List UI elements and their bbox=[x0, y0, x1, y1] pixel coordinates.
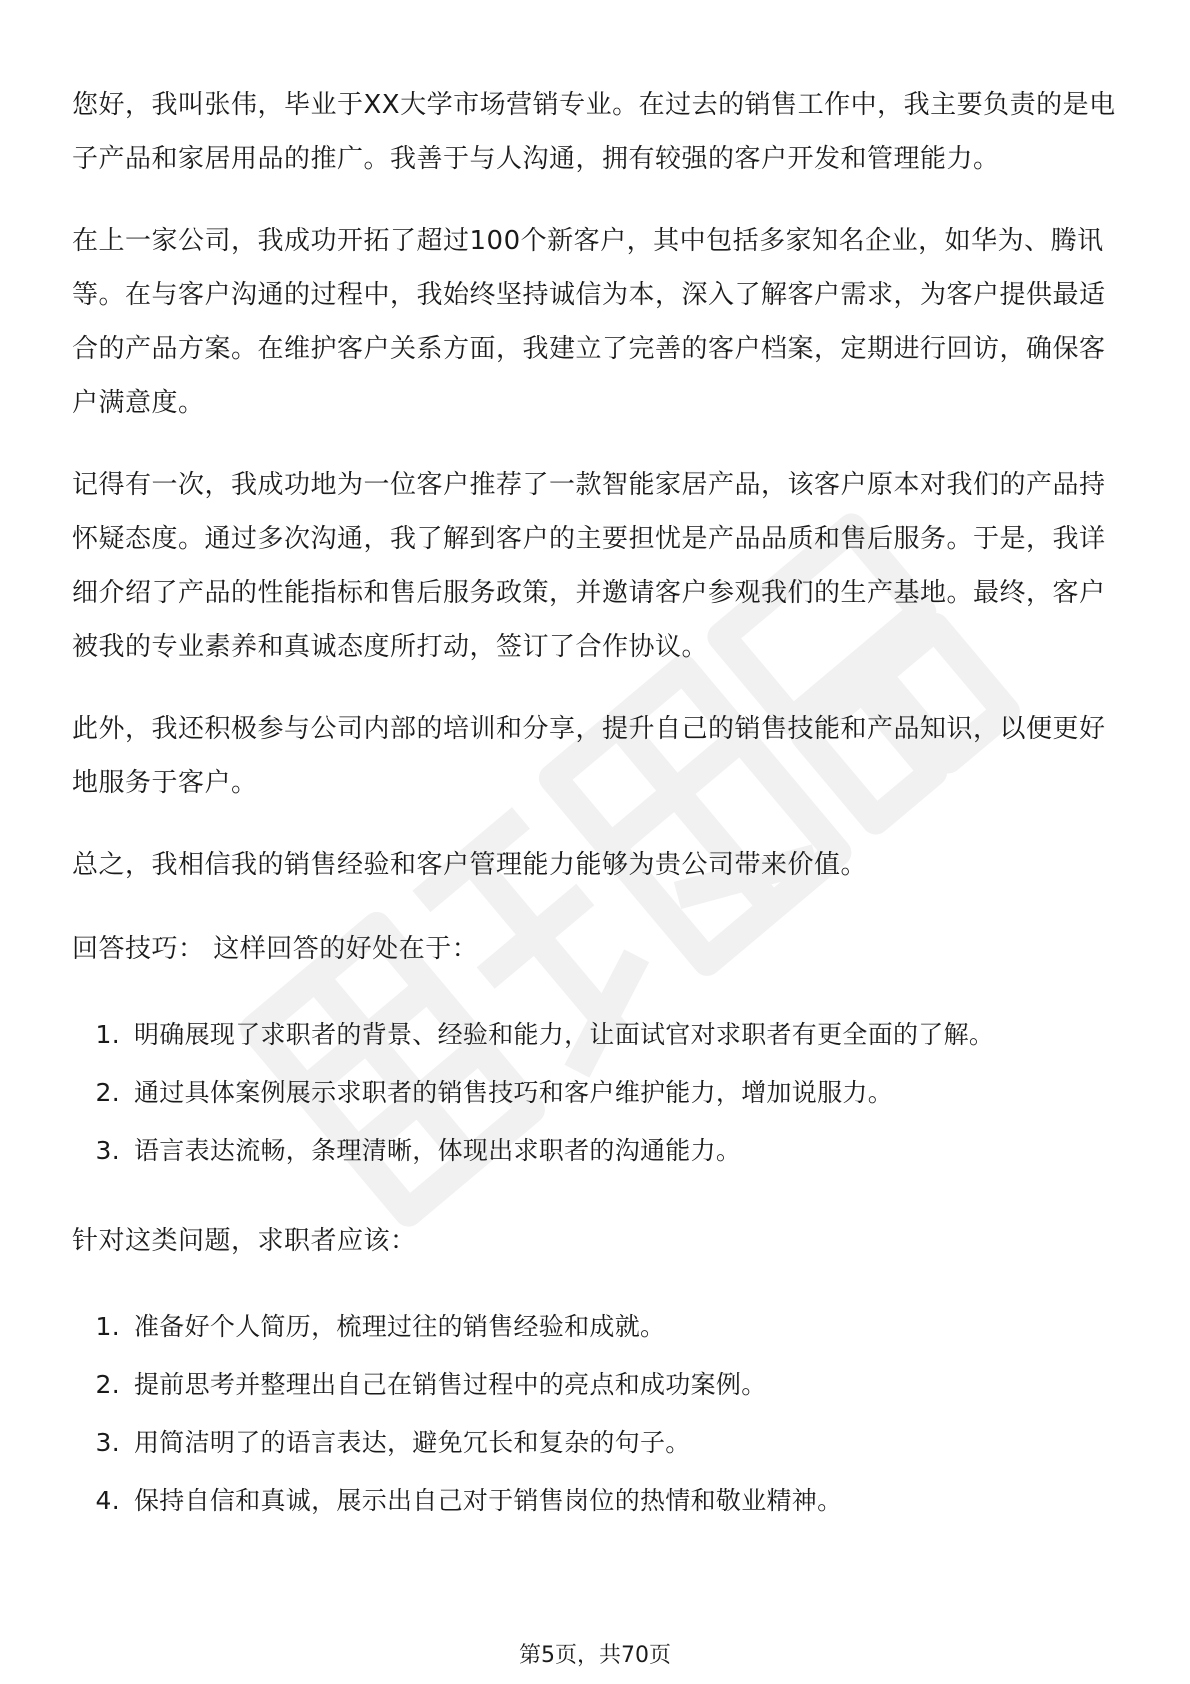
list-number: 4. bbox=[95, 1486, 120, 1515]
list-number: 3. bbox=[95, 1428, 120, 1457]
list-item bbox=[72, 1414, 1122, 1472]
advice-list bbox=[72, 1298, 1122, 1530]
paragraph-training: 此外，我还积极参与公司内部的培训和分享，提升自己的销售技能和产品知识，以便更好地服务于客户。 bbox=[72, 714, 1106, 798]
list-item bbox=[72, 1356, 1122, 1414]
list-text: 准备好个人简历，梳理过往的销售经验和成就。 bbox=[134, 1312, 666, 1341]
list-item bbox=[72, 1122, 1122, 1180]
tips-heading: 回答技巧： 这样回答的好处在于： bbox=[72, 934, 479, 964]
paragraph-conclusion: 总之，我相信我的销售经验和客户管理能力能够为贵公司带来价值。 bbox=[72, 850, 868, 880]
list-text: 提前思考并整理出自己在销售过程中的亮点和成功案例。 bbox=[134, 1370, 767, 1399]
paragraph-intro: 您好，我叫张伟，毕业于XX大学市场营销专业。在过去的销售工作中，我主要负责的是电子产品和家居用品的推广。我善于与人沟通，拥有较强的客户开发和管理能力。 bbox=[72, 90, 1116, 174]
list-number: 2. bbox=[95, 1370, 120, 1399]
paragraph-case: 记得有一次，我成功地为一位客户推荐了一款智能家居产品，该客户原本对我们的产品持怀疑态度。通过多次沟通，我了解到客户的主要担忧是产品品质和售后服务。于是，我详细介绍了产品的性能指标和售后服务政策，并邀请客户参观我们的生产基地。最终，客户被我的专业素养和真诚态度所打动，签订了合作协议。 bbox=[72, 470, 1106, 662]
list-text: 通过具体案例展示求职者的销售技巧和客户维护能力，增加说服力。 bbox=[134, 1078, 894, 1107]
list-item bbox=[72, 1298, 1122, 1356]
list-item bbox=[72, 1472, 1122, 1530]
list-text: 明确展现了求职者的背景、经验和能力，让面试官对求职者有更全面的了解。 bbox=[134, 1020, 995, 1049]
list-item bbox=[72, 1064, 1122, 1122]
list-number: 1. bbox=[95, 1020, 120, 1049]
list-number: 1. bbox=[95, 1312, 120, 1341]
page-content bbox=[72, 78, 1122, 1564]
page-number: 第5页，共70页 bbox=[519, 1643, 671, 1668]
list-number: 2. bbox=[95, 1078, 120, 1107]
paragraph-experience: 在上一家公司，我成功开拓了超过100个新客户，其中包括多家知名企业，如华为、腾讯等。在与客户沟通的过程中，我始终坚持诚信为本，深入了解客户需求，为客户提供最适合的产品方案。在维护客户关系方面，我建立了完善的客户档案，定期进行回访，确保客户满意度。 bbox=[72, 226, 1106, 418]
list-number: 3. bbox=[95, 1136, 120, 1165]
list-item bbox=[72, 1006, 1122, 1064]
advice-heading: 针对这类问题，求职者应该： bbox=[72, 1226, 417, 1256]
list-text: 用简洁明了的语言表达，避免冗长和复杂的句子。 bbox=[134, 1428, 691, 1457]
list-text: 保持自信和真诚，展示出自己对于销售岗位的热情和敬业精神。 bbox=[134, 1486, 843, 1515]
list-text: 语言表达流畅，条理清晰，体现出求职者的沟通能力。 bbox=[134, 1136, 742, 1165]
tips-list bbox=[72, 1006, 1122, 1180]
